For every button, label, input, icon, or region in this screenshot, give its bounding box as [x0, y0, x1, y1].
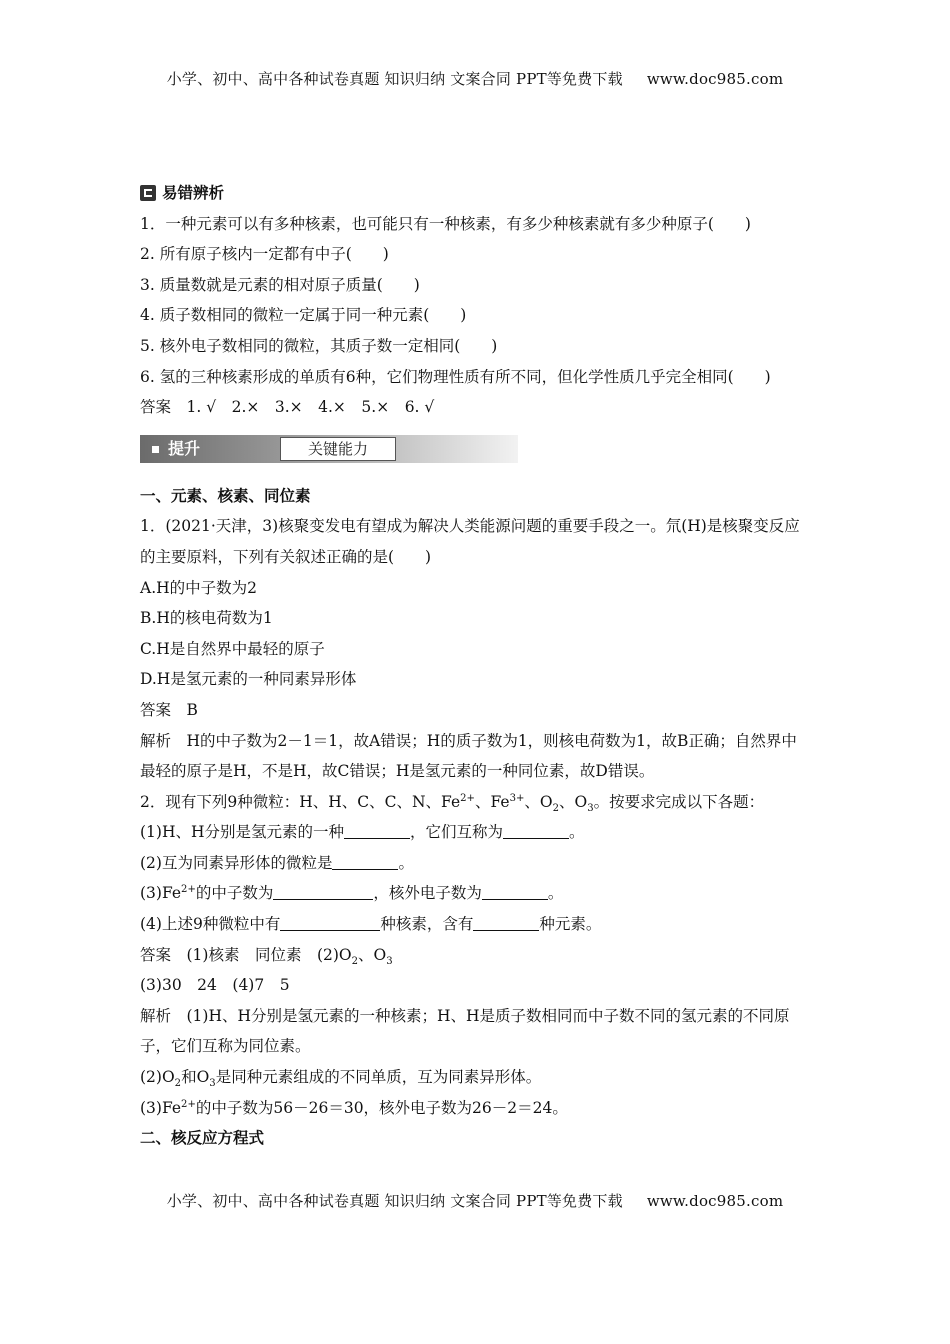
- yicuo-item-1: 1．一种元素可以有多种核素，也可能只有一种核素，有多少种核素就有多少种原子( ): [140, 214, 751, 233]
- banner-tag: 提升: [140, 435, 278, 463]
- header-text: 小学、初中、高中各种试卷真题 知识归纳 文案合同 PPT等免费下载: [166, 70, 623, 88]
- q1-option-d: D.H是氢元素的一种同素异形体: [140, 670, 357, 689]
- ability-banner: [140, 429, 812, 471]
- yicuo-item-5: 5. 核外电子数相同的微粒，其质子数一定相同( ): [140, 336, 498, 355]
- q2-answer-2: (3)30 24 (4)7 5: [140, 976, 290, 995]
- answer-blank[interactable]: [332, 853, 398, 870]
- page-footer: [0, 1190, 950, 1211]
- answer-blank[interactable]: [344, 823, 410, 840]
- answer-blank[interactable]: [503, 823, 569, 840]
- q1-analysis: 解析 H的中子数为2－1＝1，故A错误；H的质子数为1，则核电荷数为1，故B正确；自然界中最轻的原子是H，不是H，故C错误；H是氢元素的一种同位素，故D错误。: [140, 731, 797, 781]
- q1-answer: 答案 B: [140, 700, 198, 719]
- yicuo-answer: 答案 1. √ 2.× 3.× 4.× 5.× 6. √: [140, 398, 435, 417]
- q2-part1: (1)H、H分别是氢元素的一种 ，它们互称为 。: [140, 823, 585, 842]
- q1-option-b: B.H的核电荷数为1: [140, 609, 273, 628]
- part2-title: 二、核反应方程式: [140, 1129, 265, 1148]
- q2-answer-1: 答案 (1)核素 同位素 $(2)O_2$、$O_3$: [140, 945, 393, 967]
- q2-analysis-3: $(3)Fe^{2+}$的中子数为56－26＝30，核外电子数为26－2＝24。: [140, 1098, 568, 1117]
- answer-blank[interactable]: [280, 915, 380, 932]
- header-url: www.doc985.com: [646, 70, 784, 88]
- q2-analysis-1: 解析 (1)H、H分别是氢元素的一种核素；H、H是质子数相同而中子数不同的氢元素的不同原子，它们互称为同位素。: [140, 1006, 790, 1056]
- main-content: [140, 178, 812, 1154]
- q1-stem: 1．(2021·天津，3)核聚变发电有望成为解决人类能源问题的重要手段之一。氘(H)是核聚变反应的主要原料，下列有关叙述正确的是( ): [140, 517, 800, 566]
- yicuo-item-2: 2. 所有原子核内一定都有中子( ): [140, 245, 389, 264]
- q2-stem: 2．现有下列9种微粒：H、H、C、C、N、$Fe^{2+}$、$Fe^{3+}$、$O_2$、$O_3$。按要求完成以下各题：: [140, 792, 765, 814]
- yicuo-item-6: 6. 氢的三种核素形成的单质有6种，它们物理性质有所不同，但化学性质几乎完全相同( ): [140, 367, 771, 386]
- answer-blank[interactable]: [482, 884, 548, 901]
- yicuo-item-4: 4. 质子数相同的微粒一定属于同一种元素( ): [140, 306, 467, 325]
- section-marker-icon: [140, 185, 156, 201]
- footer-url: www.doc985.com: [646, 1192, 784, 1210]
- yicuo-item-3: 3. 质量数就是元素的相对原子质量( ): [140, 275, 420, 294]
- section-yicuo-title: 易错辨析: [140, 178, 812, 209]
- answer-blank[interactable]: [473, 915, 539, 932]
- q1-option-c: C.H是自然界中最轻的原子: [140, 639, 325, 658]
- q1-option-a: A.H的中子数为2: [140, 578, 257, 597]
- part1-title: 一、元素、核素、同位素: [140, 486, 311, 505]
- q2-part3: $(3)Fe^{2+}$的中子数为 ，核外电子数为 。: [140, 884, 564, 903]
- answer-blank[interactable]: [273, 884, 373, 901]
- q2-part2: (2)互为同素异形体的微粒是 。: [140, 853, 414, 872]
- q2-analysis-2: $(2)O_2$和$O_3$是同种元素组成的不同单质，互为同素异形体。: [140, 1068, 542, 1090]
- q2-part4: (4)上述9种微粒中有 种核素，含有 种元素。: [140, 915, 602, 934]
- footer-text: 小学、初中、高中各种试卷真题 知识归纳 文案合同 PPT等免费下载: [166, 1192, 623, 1210]
- banner-box: 关键能力: [280, 437, 396, 461]
- page-header: [0, 68, 950, 89]
